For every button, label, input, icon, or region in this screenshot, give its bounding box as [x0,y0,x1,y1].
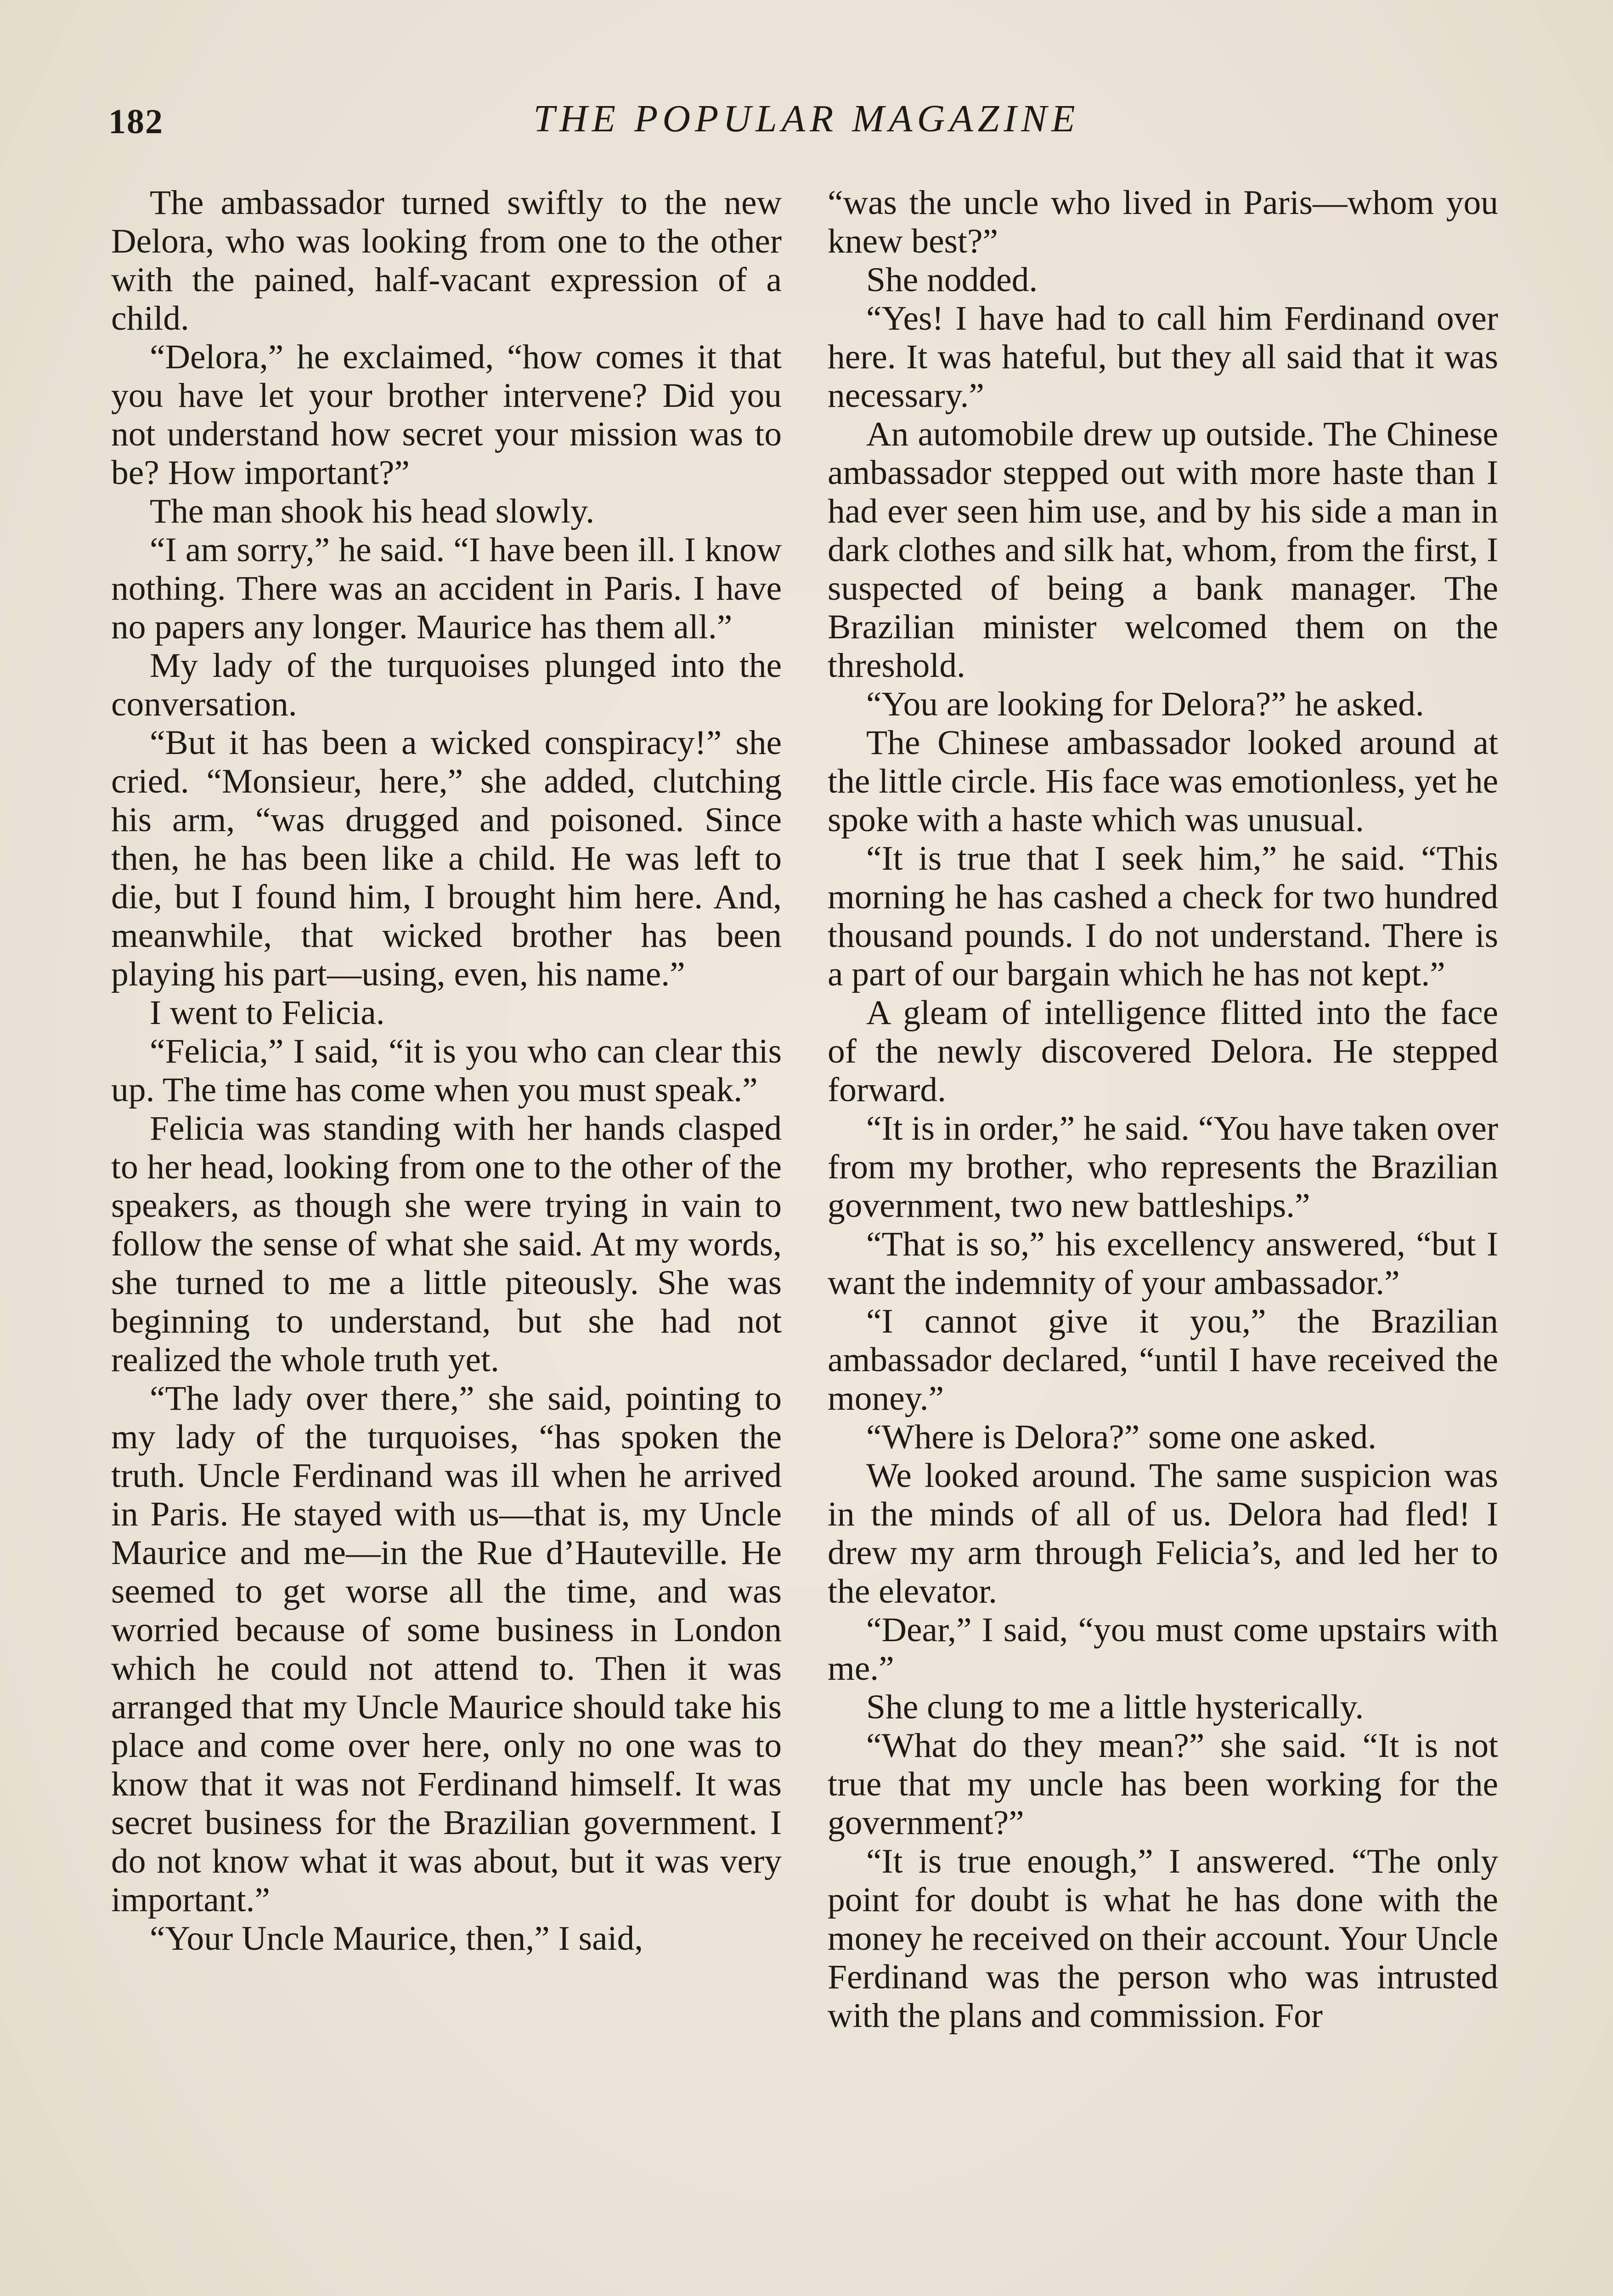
paragraph: “Dear,” I said, “you must come upstairs with me.” [828,1611,1498,1688]
paragraph: She nodded. [866,261,1038,299]
paragraph: The Chinese ambassador looked around at the little circle. His face was emotionless, yet he spoke with a haste which was unusual. [828,724,1498,839]
paragraph: “Where is Delora?” some one asked. [866,1418,1377,1456]
paragraph: “It is true enough,” I answered. “The only point for doubt is what he has done with the money he received on their account. Your Uncle Ferdinand was the person who was intrusted with the plans and commission. For [828,1842,1498,2035]
paragraph: “The lady over there,” she said, pointing to my lady of the turquoises, “has spoken the truth. Uncle Ferdinand was ill when he arrived in Paris. He stayed with us—that is, my Uncle Maurice and me—in the Rue d’Hauteville. He seemed to get worse all the time, and was worried because of some business in London which he could not attend to. Then it was arranged that my Uncle Maurice should take his place and come over here, only no one was to know that it was not Ferdinand himself. It was secret business for the Brazilian government. I do not know what it was about, but it was very important.” [111,1379,782,1919]
paragraph: An automobile drew up outside. The Chinese ambassador stepped out with more haste than I had ever seen him use, and by his side a man in dark clothes and silk hat, whom, from the first, I suspected of being a bank manager. The Brazilian minister welcomed them on the threshold. [828,415,1498,685]
paragraph: Felicia was standing with her hands clasped to her head, looking from one to the other of the speakers, as though she were trying in vain to follow the sense of what she said. At my words, she turned to me a little piteously. She was beginning to understand, but she had not realized the whole truth yet. [111,1109,782,1379]
paragraph: “I am sorry,” he said. “I have been ill. I know nothing. There was an accident in Paris. I have no papers any longer. Maurice has them all.” [111,531,782,646]
right-column [828,184,1498,2035]
paragraph: “Yes! I have had to call him Ferdinand over here. It was hateful, but they all said that it was necessary.” [828,299,1498,415]
paragraph: The ambassador turned swiftly to the new Delora, who was looking from one to the other with the pained, half-vacant expression of a child. [111,184,782,338]
paragraph: She clung to me a little hysterically. [866,1688,1364,1726]
running-title: THE POPULAR MAGAZINE [533,97,1080,140]
paragraph: “It is in order,” he said. “You have taken over from my brother, who represents the Brazilian government, two new battleships.” [828,1109,1498,1225]
paragraph: “What do they mean?” she said. “It is not true that my uncle has been working for the government?” [828,1727,1498,1842]
paragraph-continuation: “was the uncle who lived in Paris—whom you knew best?” [828,184,1498,260]
paragraph: “You are looking for Delora?” he asked. [866,685,1424,723]
paragraph: We looked around. The same suspicion was in the minds of all of us. Delora had fled! I drew my arm through Felicia’s, and led her to the elevator. [828,1457,1498,1610]
paragraph: The man shook his head slowly. [150,492,595,530]
paragraph: I went to Felicia. [150,994,385,1032]
paragraph: “Your Uncle Maurice, then,” I said, [150,1919,643,1958]
paragraph: A gleam of intelligence flitted into the face of the newly discovered Delora. He stepped forward. [828,994,1498,1109]
paragraph: “Delora,” he exclaimed, “how comes it that you have let your brother intervene? Did you not understand how secret your mission was to be? How important?” [111,338,782,492]
paragraph: “Felicia,” I said, “it is you who can clear this up. The time has come when you must speak.” [111,1032,782,1109]
paragraph: My lady of the turquoises plunged into the conversation. [111,647,782,723]
paragraph: “That is so,” his excellency answered, “but I want the indemnity of your ambassador.” [828,1225,1498,1302]
page-number: 182 [108,102,164,141]
paragraph: “It is true that I seek him,” he said. “This morning he has cashed a check for two hundred thousand pounds. I do not understand. There is a part of our bargain which he has not kept.” [828,839,1498,993]
left-column [111,184,782,1958]
paragraph: “But it has been a wicked conspiracy!” she cried. “Monsieur, here,” she added, clutching his arm, “was drugged and poisoned. Since then, he has been like a child. He was left to die, but I found him, I brought him here. And, meanwhile, that wicked brother has been playing his part—using, even, his name.” [111,724,782,993]
paragraph: “I cannot give it you,” the Brazilian ambassador declared, “until I have received the money.” [828,1302,1498,1418]
page-header [108,96,1505,147]
